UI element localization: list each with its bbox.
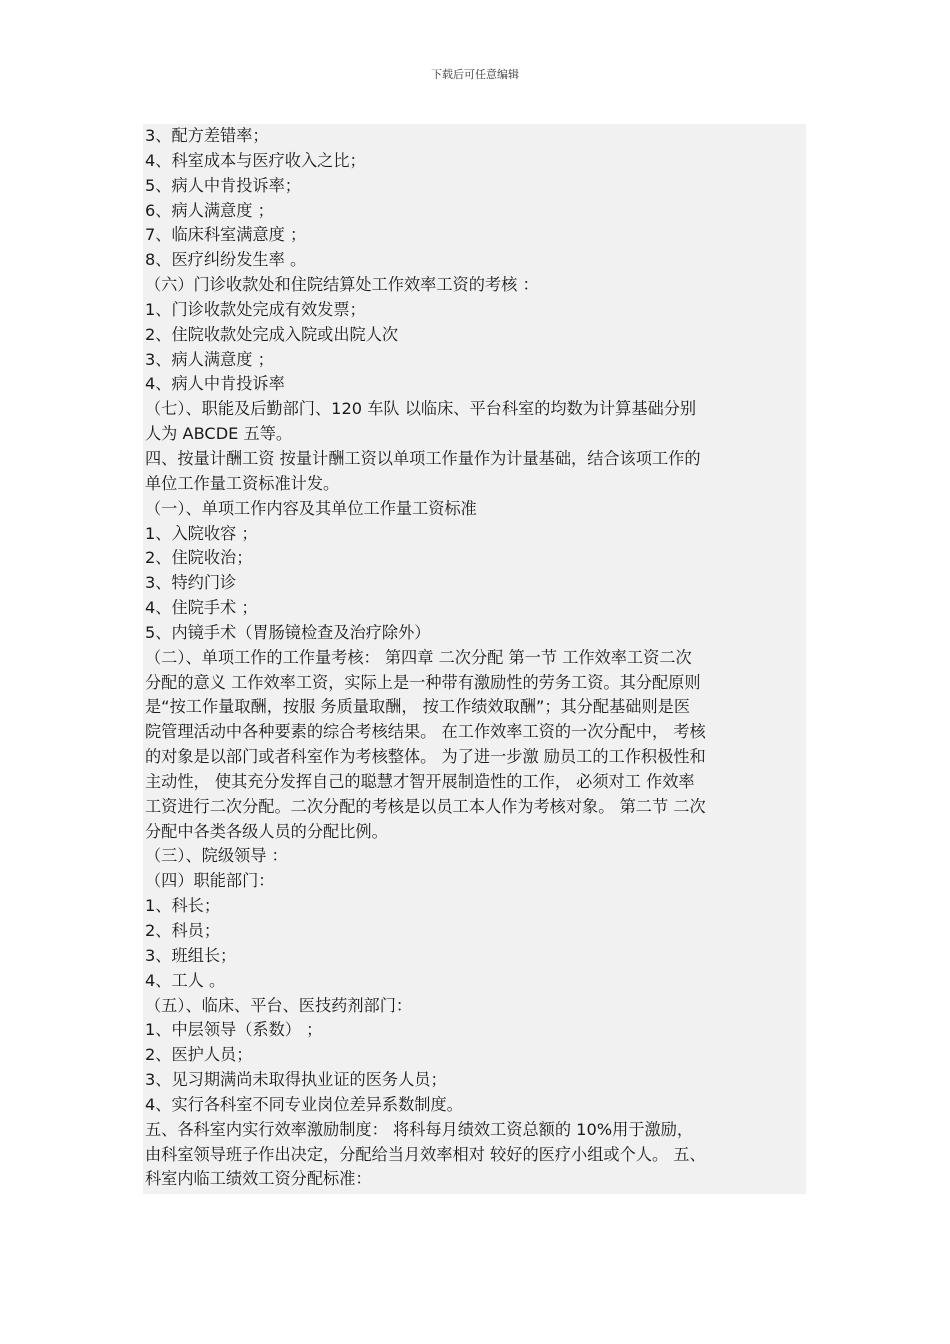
text-line: 4、科室成本与医疗收入之比； (145, 150, 366, 170)
section-heading: 四、按量计酬工资 按量计酬工资以单项工作量作为计量基础，结合该项工作的 (145, 448, 701, 468)
text-line: 3、班组长； (145, 945, 237, 965)
text-line: 3、特约门诊 (145, 573, 237, 593)
section-heading: （七）、职能及后勤部门、120 车队 以临床、平台科室的均数为计算基础分别 (145, 399, 697, 419)
text-line: 主动性， 使其充分发挥自己的聪慧才智开展制造性的工作， 必须对工 作效率 (145, 771, 695, 791)
text-line: 4、工人 。 (145, 970, 226, 990)
section-heading: 五、各科室内实行效率激励制度： 将科每月绩效工资总额的 10%用于激励， (145, 1119, 694, 1139)
section-heading: （六）门诊收款处和住院结算处工作效率工资的考核 ： (145, 275, 539, 295)
document-body (143, 124, 806, 1194)
text-line: 4、病人中肯投诉率 (145, 374, 285, 394)
text-line: 5、病人中肯投诉率； (145, 175, 301, 195)
text-line: 院管理活动中各种要素的综合考核结果。 在工作效率工资的一次分配中， 考核 (145, 722, 706, 742)
text-line: 6、病人满意度 ； (145, 200, 274, 220)
text-line: 4、实行各科室不同专业岗位差异系数制度。 (145, 1094, 463, 1114)
text-line: 8、医疗纠纷发生率 。 (145, 250, 307, 270)
section-heading: （四）职能部门： (145, 871, 275, 891)
text-line: 3、见习期满尚未取得执业证的医务人员； (145, 1070, 447, 1090)
page-header-note: 下载后可任意编辑 (431, 68, 519, 81)
section-heading: （五）、临床、平台、医技药剂部门： (145, 995, 413, 1015)
text-line: 2、医护人员； (145, 1045, 253, 1065)
text-line: 3、配方差错率； (145, 126, 269, 145)
text-line: 2、科员； (145, 921, 221, 940)
section-heading: （一）、单项工作内容及其单位工作量工资标准 (145, 498, 477, 518)
text-line: 5、内镜手术（胃肠镜检查及治疗除外） (145, 622, 431, 642)
text-line: 1、门诊收款处完成有效发票； (145, 299, 366, 319)
text-line: 2、住院收治； (145, 548, 253, 568)
text-line: 1、中层领导（系数） ； (145, 1020, 323, 1040)
text-line: 单位工作量工资标准计发。 (145, 473, 340, 493)
text-line: 由科室领导班子作出决定，分配给当月效率相对 较好的医疗小组或个人。 五、 (145, 1144, 706, 1164)
text-line: 科室内临工绩效工资分配标准： (145, 1169, 372, 1189)
text-line: 2、住院收款处完成入院或出院人次 (145, 324, 399, 344)
text-line: 7、临床科室满意度 ； (145, 225, 307, 245)
text-line: 3、病人满意度 ； (145, 349, 274, 369)
text-line: 4、住院手术 ； (145, 598, 258, 618)
text-line: 1、入院收容 ； (145, 523, 258, 543)
text-line: 1、科长； (145, 896, 221, 916)
section-heading: （二）、单项工作的工作量考核： 第四章 二次分配 第一节 工作效率工资二次 (145, 647, 692, 667)
text-line: 是“按工作量取酬，按服 务质量取酬， 按工作绩效取酬”；其分配基础则是医 (145, 697, 691, 717)
text-line: 分配的意义 工作效率工资，实际上是一种带有激励性的劳务工资。其分配原则 (145, 672, 701, 692)
text-line: 人为 ABCDE 五等。 (145, 424, 293, 444)
text-line: 工资进行二次分配。二次分配的考核是以员工本人作为考核对象。 第二节 二次 (145, 796, 706, 816)
text-line: 的对象是以部门或者科室作为考核整体。 为了进一步激 励员工的工作积极性和 (145, 747, 706, 767)
text-line: 分配中各类各级人员的分配比例。 (145, 821, 388, 841)
section-heading: （三）、院级领导 ： (145, 846, 288, 866)
